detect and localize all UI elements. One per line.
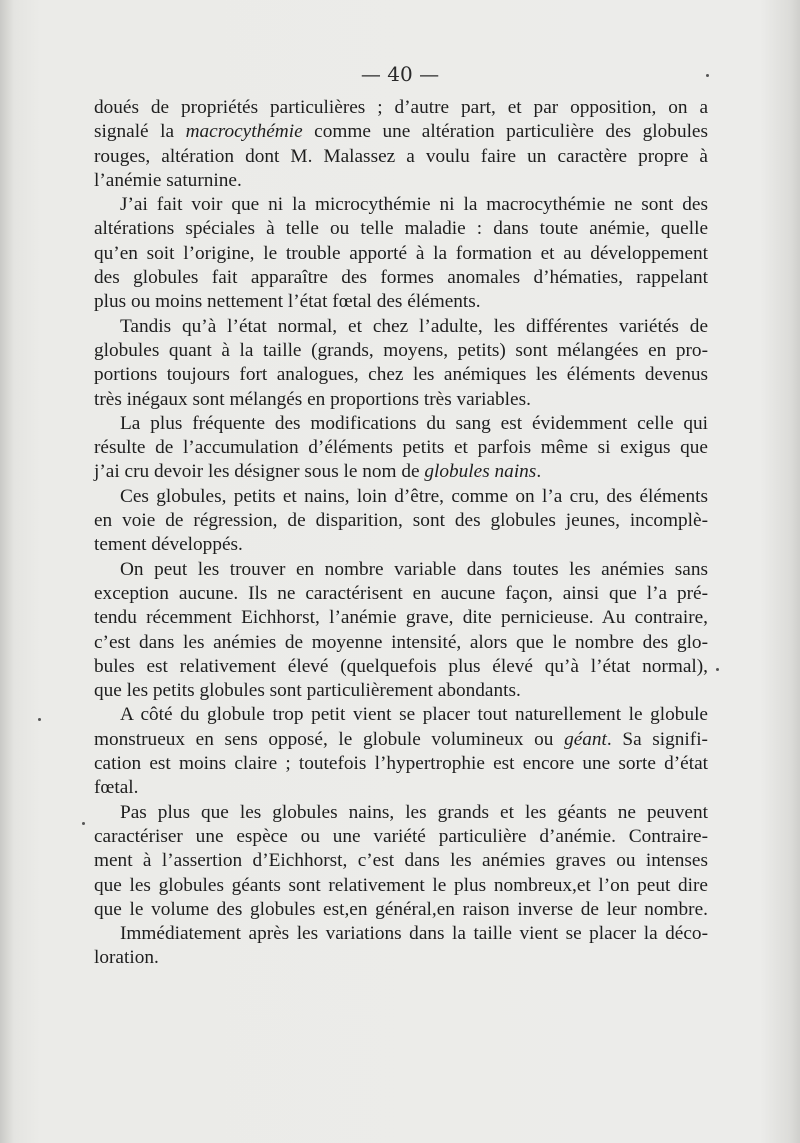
text-line: altérations spéciales à telle ou telle maladie : dans toute anémie, quelle bbox=[94, 218, 708, 240]
text-line: des globules fait apparaître des formes anomales d’hématies, rappelant bbox=[94, 267, 708, 289]
text-line: Immédiatement après les variations dans la taille vient se placer la déco- bbox=[120, 923, 708, 945]
text-line: qu’en soit l’origine, le trouble apporté à la formation et au développement bbox=[94, 242, 708, 264]
text-line: portions toujours fort analogues, chez les anémiques les éléments devenus bbox=[94, 364, 708, 386]
text-line: monstrueux en sens opposé, le globule volumineux ou géant. Sa signifi- bbox=[94, 728, 708, 750]
text-line: que les petits globules sont particulièrement abondants. bbox=[94, 680, 521, 702]
text-line: globules quant à la taille (grands, moyens, petits) sont mélangées en pro- bbox=[94, 339, 708, 361]
italic-term: globules nains bbox=[424, 461, 537, 483]
scan-speck bbox=[716, 668, 719, 671]
text-line: que les globules géants sont relativement le plus nombreux,et l’on peut dire bbox=[94, 874, 708, 896]
text-line: doués de propriétés particulières ; d’autre part, et par opposition, on a bbox=[94, 97, 708, 118]
text-line: A côté du globule trop petit vient se placer tout naturellement le globule bbox=[120, 704, 708, 726]
scan-speck bbox=[38, 718, 41, 721]
text-line: ment à l’assertion d’Eichhorst, c’est dans les anémies graves ou intenses bbox=[94, 850, 708, 872]
text-line: caractériser une espèce ou une variété particulière d’anémie. Contraire- bbox=[94, 825, 708, 847]
scan-speck bbox=[706, 74, 709, 77]
body-text bbox=[94, 96, 708, 971]
text-line: tendu récemment Eichhorst, l’anémie grave, dite pernicieuse. Au contraire, bbox=[94, 607, 708, 629]
page-number: — 40 — bbox=[360, 62, 440, 86]
text-line: signalé la macrocythémie comme une altération particulière des globules bbox=[94, 121, 708, 143]
text-line: On peut les trouver en nombre variable dans toutes les anémies sans bbox=[120, 558, 708, 580]
text-line: que le volume des globules est,en général,en raison inverse de leur nombre. bbox=[94, 898, 708, 920]
text-line: cation est moins claire ; toutefois l’hypertrophie est encore une sorte d’état bbox=[94, 753, 708, 775]
text-line: résulte de l’accumulation d’éléments petits et parfois même si exigus que bbox=[94, 437, 708, 459]
text-line: plus ou moins nettement l’état fœtal des éléments. bbox=[94, 291, 481, 313]
text-line: bules est relativement élevé (quelquefois plus élevé qu’à l’état normal), bbox=[94, 655, 708, 677]
text-line: j’ai cru devoir les désigner sous le nom de globules nains. bbox=[94, 461, 542, 483]
italic-term: macrocythémie bbox=[185, 121, 303, 143]
text-line: Tandis qu’à l’état normal, et chez l’adulte, les différentes variétés de bbox=[120, 315, 708, 337]
text-line: exception aucune. Ils ne caractérisent en aucune façon, ainsi que l’a pré- bbox=[94, 582, 708, 604]
text-line: l’anémie saturnine. bbox=[94, 169, 242, 191]
text-line: tement développés. bbox=[94, 534, 243, 556]
italic-term: géant bbox=[564, 728, 607, 750]
text-line: Pas plus que les globules nains, les grands et les géants ne peuvent bbox=[120, 801, 708, 823]
text-line: rouges, altération dont M. Malassez a voulu faire un caractère propre à bbox=[94, 145, 708, 167]
text-line: en voie de régression, de disparition, sont des globules jeunes, incomplè- bbox=[94, 510, 708, 532]
text-line: J’ai fait voir que ni la microcythémie ni la macrocythémie ne sont des bbox=[120, 194, 708, 216]
text-line: fœtal. bbox=[94, 777, 139, 799]
scan-speck bbox=[82, 822, 85, 825]
text-line: La plus fréquente des modifications du sang est évidemment celle qui bbox=[120, 412, 708, 434]
text-line: c’est dans les anémies de moyenne intensité, alors que le nombre des glo- bbox=[94, 631, 708, 653]
text-line: loration. bbox=[94, 947, 159, 969]
text-line: Ces globules, petits et nains, loin d’être, comme on l’a cru, des éléments bbox=[120, 485, 708, 507]
text-line: très inégaux sont mélangés en proportions très variables. bbox=[94, 388, 531, 410]
